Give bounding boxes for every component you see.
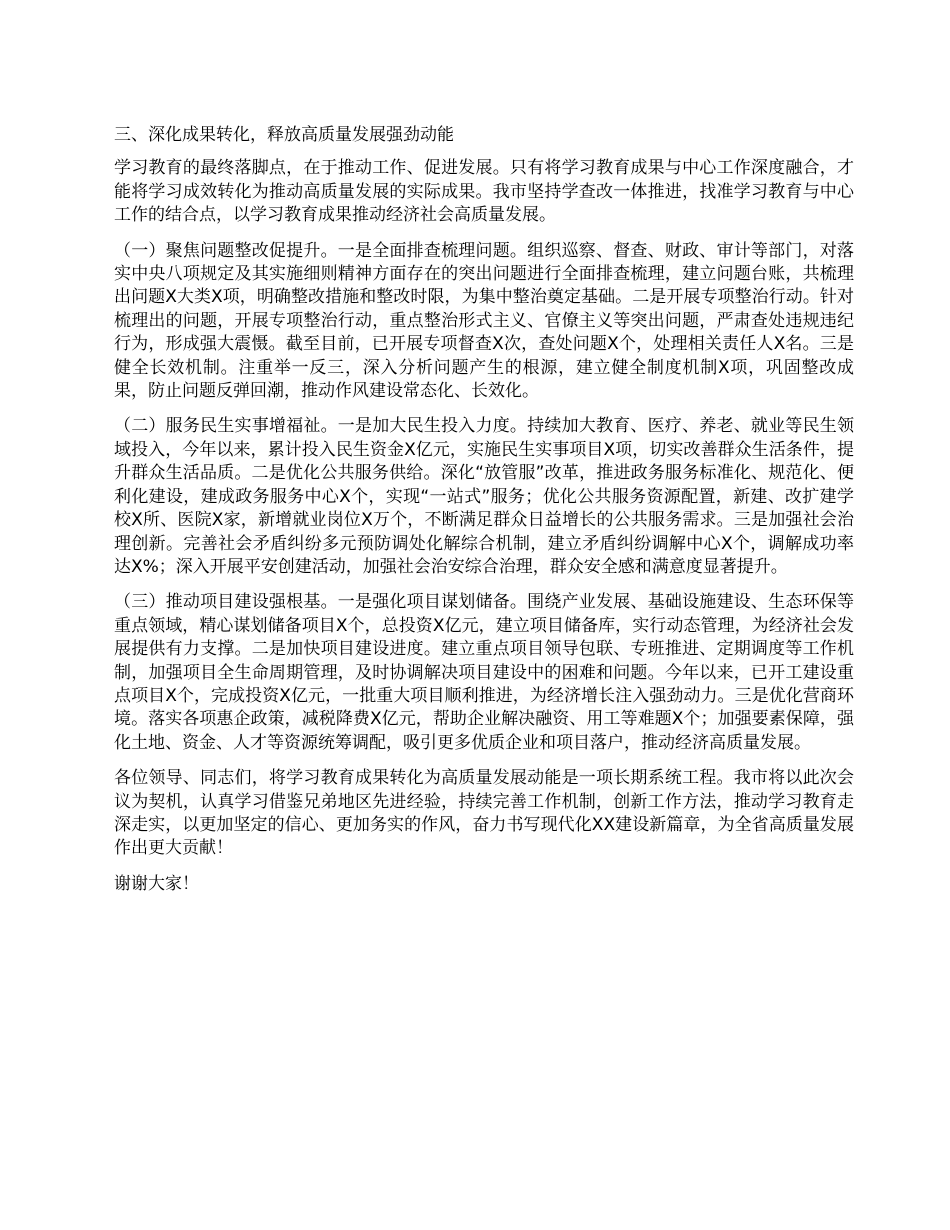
paragraph-project-construction: （三）推动项目建设强根基。一是强化项目谋划储备。围绕产业发展、基础设施建设、生态环保等重点领域，精心谋划储备项目X个，总投资X亿元，建立项目储备库，实行动态管理，为经济社会发展提供有力支撑。二是加快项目建设进度。建立重点项目领导包联、专班推进、定期调度等工作机制，加强项目全生命周期管理，及时协调解决项目建设中的困难和问题。今年以来，已开工建设重点项目X个，完成投资X亿元，一批重大项目顺利推进，为经济增长注入强劲动力。三是优化营商环境。落实各项惠企政策，减税降费X亿元，帮助企业解决融资、用工等难题X个；加强要素保障，强化土地、资金、人才等资源统筹调配，吸引更多优质企业和项目落户，推动经济高质量发展。	[114, 592, 854, 753]
section-heading: 三、深化成果转化，释放高质量发展强劲动能	[114, 125, 454, 145]
intro-paragraph: 学习教育的最终落脚点，在于推动工作、促进发展。只有将学习教育成果与中心工作深度融合，才能将学习成效转化为推动高质量发展的实际成果。我市坚持学查改一体推进，找准学习教育与中心工作的结合点，以学习教育成果推动经济社会高质量发展。	[114, 158, 854, 226]
closing-paragraph: 各位领导、同志们，将学习教育成果转化为高质量发展动能是一项长期系统工程。我市将以此次会议为契机，认真学习借鉴兄弟地区先进经验，持续完善工作机制，创新工作方法，推动学习教育走深走实，以更加坚定的信心、更加务实的作风，奋力书写现代化XX建设新篇章，为全省高质量发展作出更大贡献！	[114, 768, 854, 859]
thanks-line: 谢谢大家！	[114, 873, 199, 894]
paragraph-livelihood-services: （二）服务民生实事增福祉。一是加大民生投入力度。持续加大教育、医疗、养老、就业等民生领域投入，今年以来，累计投入民生资金X亿元，实施民生实事项目X项，切实改善群众生活条件，提升群众生活品质。二是优化公共服务供给。深化“放管服”改革，推进政务服务标准化、规范化、便利化建设，建成政务服务中心X个，实现“一站式”服务；优化公共服务资源配置，新建、改扩建学校X所、医院X家，新增就业岗位X万个，不断满足群众日益增长的公共服务需求。三是加强社会治理创新。完善社会矛盾纠纷多元预防调处化解综合机制，建立矛盾纠纷调解中心X个，调解成功率达X%；深入开展平安创建活动，加强社会治安综合治理，群众安全感和满意度显著提升。	[114, 416, 854, 577]
paragraph-problem-rectification: （一）聚焦问题整改促提升。一是全面排查梳理问题。组织巡察、督查、财政、审计等部门，对落实中央八项规定及其实施细则精神方面存在的突出问题进行全面排查梳理，建立问题台账，共梳理出问题X大类X项，明确整改措施和整改时限，为集中整治奠定基础。二是开展专项整治行动。针对梳理出的问题，开展专项整治行动，重点整治形式主义、官僚主义等突出问题，严肃查处违规违纪行为，形成强大震慑。截至目前，已开展专项督查X次，查处问题X个，处理相关责任人X名。三是健全长效机制。注重举一反三，深入分析问题产生的根源，建立健全制度机制X项，巩固整改成果，防止问题反弹回潮，推动作风建设常态化、长效化。	[114, 240, 854, 402]
document-page	[114, 124, 854, 908]
